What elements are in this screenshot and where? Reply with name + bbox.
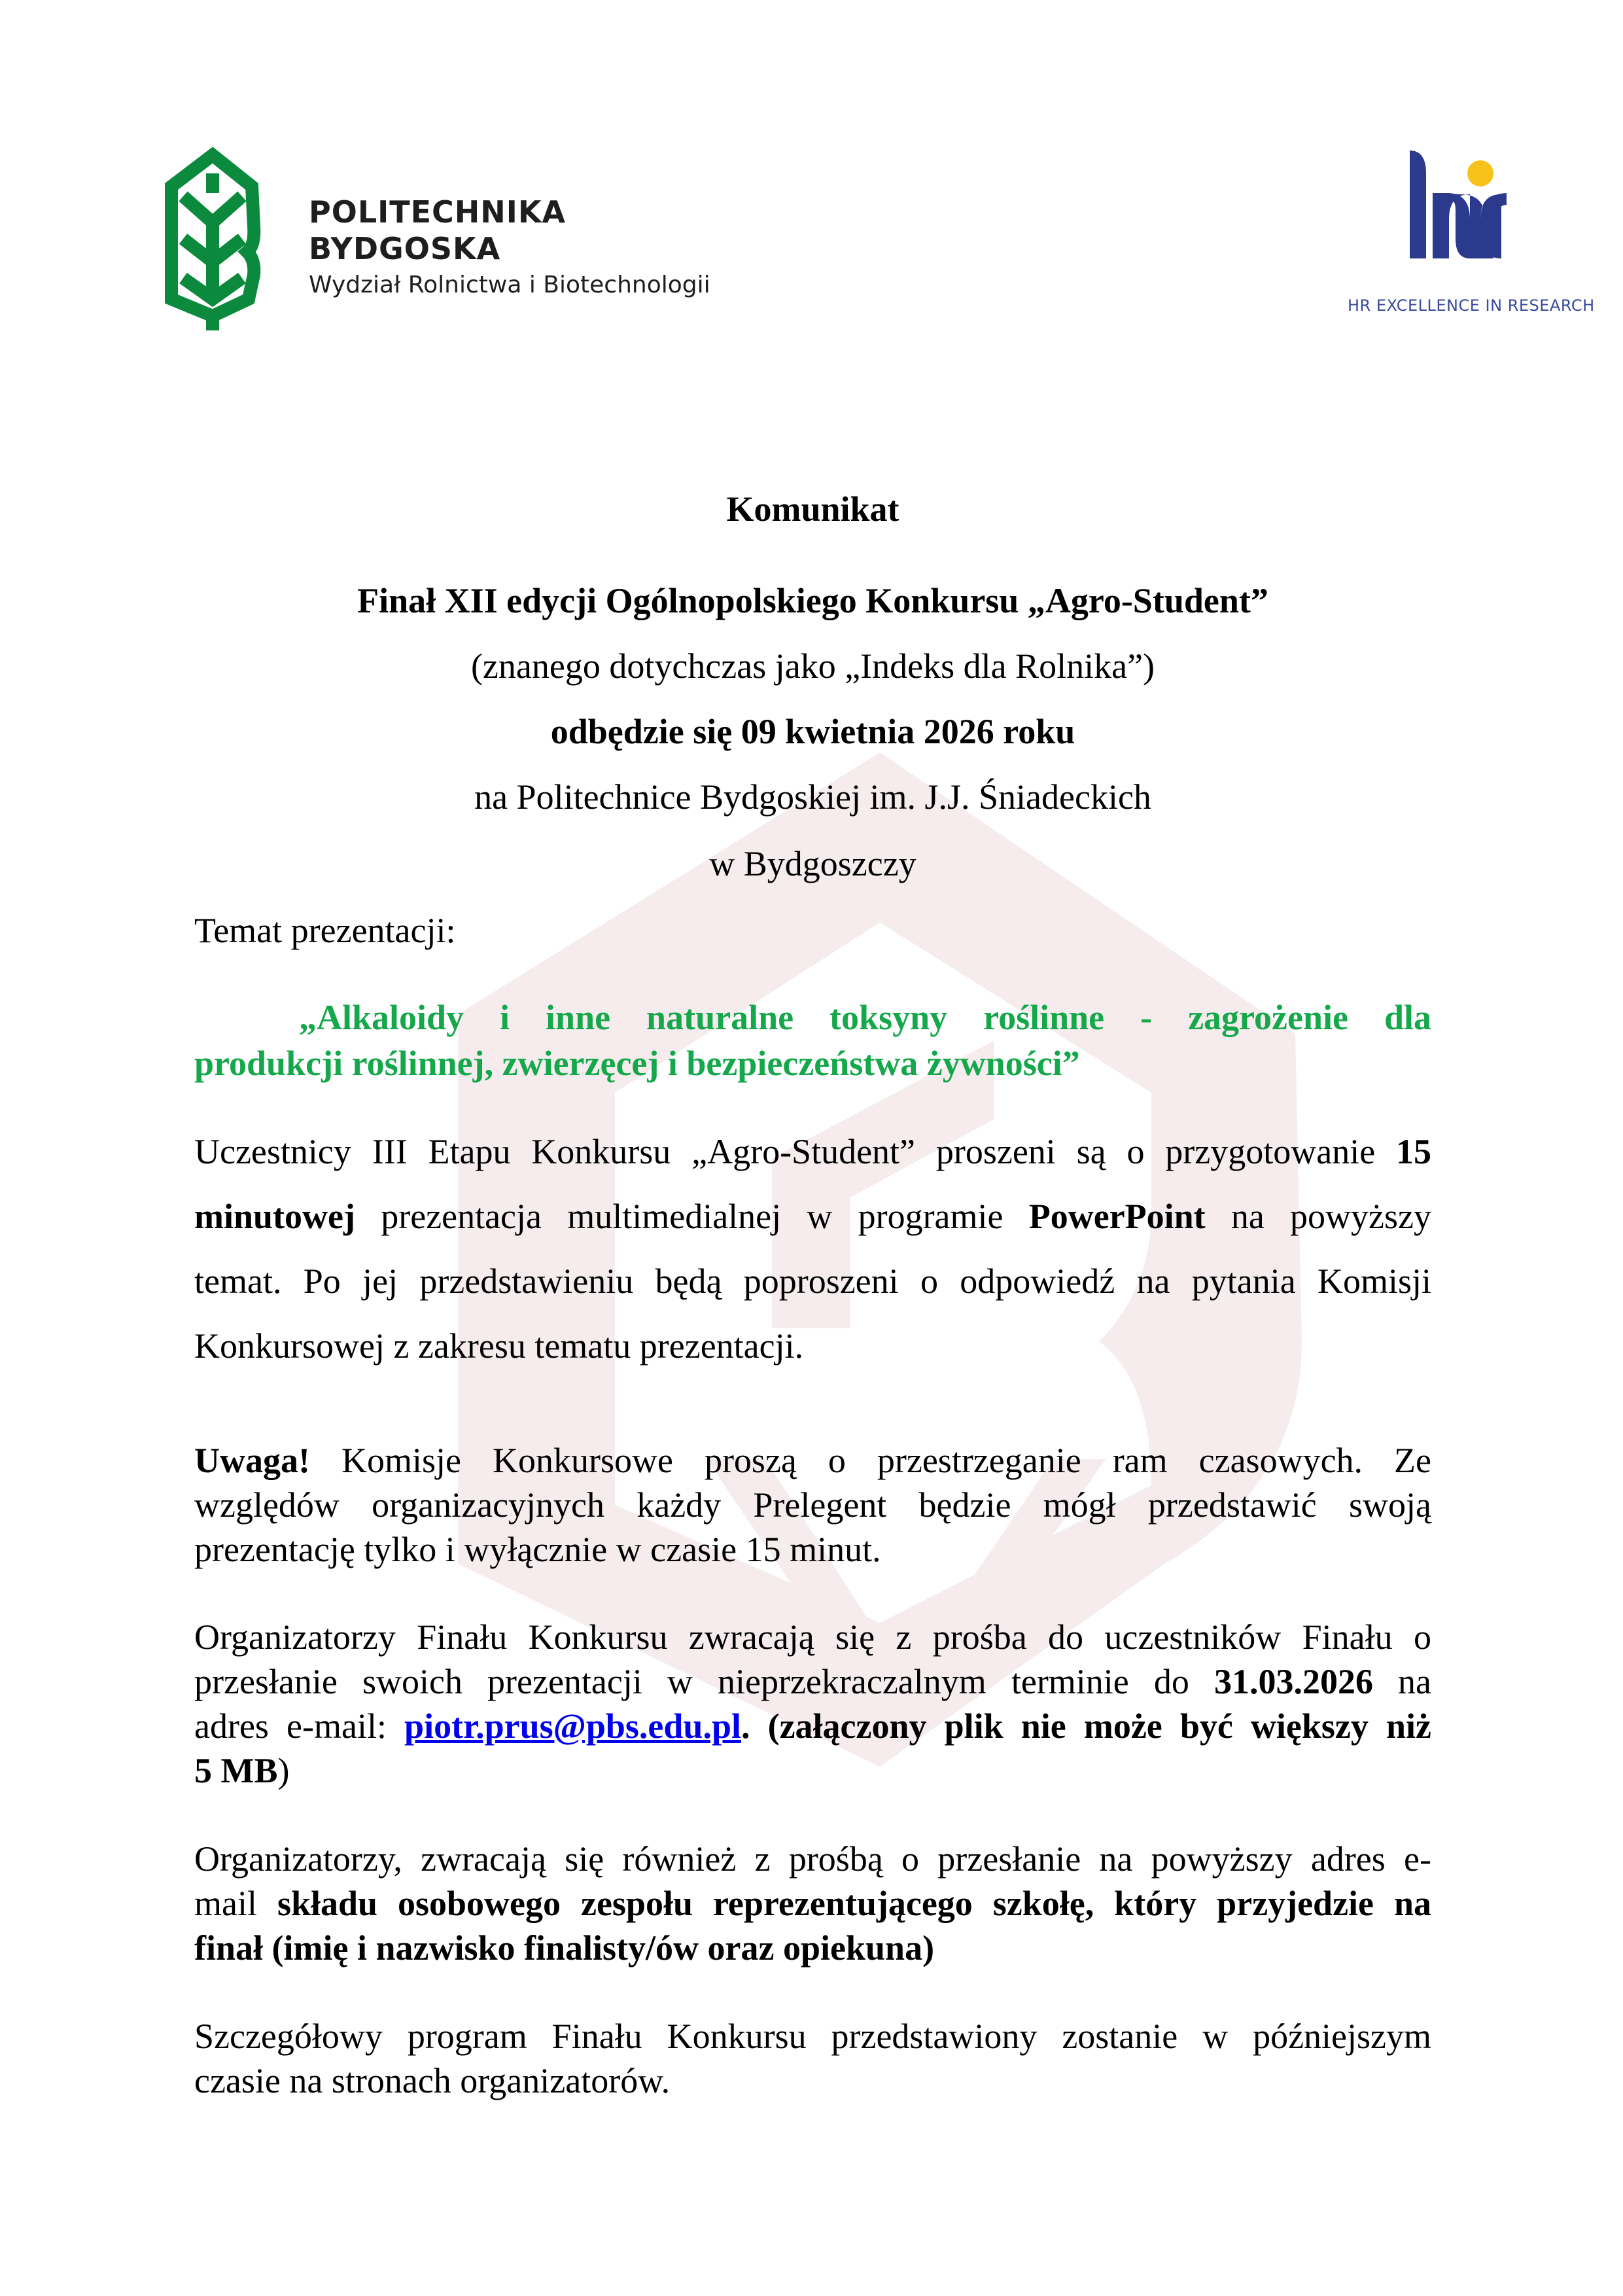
para2-l1-bold: Uwaga! [194, 1441, 310, 1480]
paragraph-instructions [194, 1132, 1431, 1366]
para4-line-1: Organizatorzy, zwracają się również z prośbą o przesłanie na powyższy adres e- [194, 1839, 1431, 1879]
topic-block [194, 998, 1431, 1083]
hr-excellence-logo [1344, 147, 1619, 324]
para3-l3-text: adres e-mail: [194, 1706, 405, 1746]
heading: Komunikat [726, 489, 899, 529]
para1-line-4: Konkursowej z zakresu tematu prezentacji. [194, 1326, 804, 1366]
email-link[interactable]: piotr.prus@pbs.edu.pl [404, 1706, 741, 1746]
para1-l2-bold1: minutowej [194, 1197, 355, 1236]
date-line: odbędzie się 09 kwietnia 2026 roku [550, 712, 1075, 751]
paragraph-warning [194, 1438, 1431, 1572]
paragraph-team [194, 1837, 1431, 1970]
para1-l2-text1: prezentacja multimedialnej w programie [355, 1197, 1029, 1236]
para2-line-3: prezentację tylko i wyłącznie w czasie 15 minut. [194, 1530, 881, 1569]
para3-line-2 [194, 1659, 1431, 1704]
logo-line-faculty: Wydział Rolnictwa i Biotechnologii [309, 272, 710, 298]
file-size-limit: 5 MB [194, 1751, 278, 1790]
para2-line-2: względów organizacyjnych każdy Prelegent będzie mógł przedstawić swoją [194, 1485, 1431, 1525]
para3-l3-bold: . (załączony plik nie może być większy niż [741, 1706, 1431, 1746]
title-line: Finał XII edycji Ogólnopolskiego Konkursu „Agro-Student” [357, 581, 1268, 620]
leaf-b-emblem-icon [164, 147, 262, 330]
para4-line-2 [194, 1881, 1431, 1926]
para3-l2-end: na [1372, 1662, 1431, 1701]
para1-line-3: temat. Po jej przedstawieniu będą poproszeni o odpowiedź na pytania Komisji [194, 1262, 1431, 1301]
para3-l2-text: przesłanie swoich prezentacji w nieprzekraczalnym terminie do [194, 1662, 1214, 1701]
para1-line-1 [194, 1132, 1431, 1171]
hr-caption: HR EXCELLENCE IN RESEARCH [1348, 296, 1595, 315]
para4-l3-bold: finał (imię i nazwisko finalisty/ów oraz opiekuna) [194, 1928, 935, 1968]
topic-line-1: „Alkaloidy i inne naturalne toksyny roślinne - zagrożenie dla [299, 998, 1431, 1037]
para4-line-3 [194, 1926, 1431, 1970]
para2-l1-text: Komisje Konkursowe proszą o przestrzeganie ram czasowych. Ze [309, 1441, 1431, 1480]
city-line: w Bydgoszczy [709, 844, 916, 883]
para4-l2-bold: składu osobowego zespołu reprezentującego szkołę, który przyjedzie na [277, 1884, 1431, 1923]
para1-l1-bold: 15 [1396, 1132, 1431, 1171]
para3-line-3 [194, 1704, 1431, 1748]
para5-line-1: Szczegółowy program Finału Konkursu przedstawiony zostanie w późniejszym [194, 2017, 1431, 2056]
para1-l2-bold2: PowerPoint [1028, 1197, 1206, 1236]
para2-line-1 [194, 1438, 1431, 1483]
logo-line-bydgoska: BYDGOSKA [309, 231, 501, 266]
para4-l2-text: mail [194, 1884, 277, 1923]
topic-label: Temat prezentacji: [194, 911, 456, 950]
subtitle-line: (znanego dotychczas jako „Indeks dla Rolnika”) [470, 646, 1155, 686]
para1-line-2 [194, 1197, 1431, 1236]
topic-line-2: produkcji roślinnej, zwierzęcej i bezpieczeństwa żywności” [194, 1044, 1080, 1083]
para5-line-2: czasie na stronach organizatorów. [194, 2061, 671, 2100]
para1-l1-text: Uczestnicy III Etapu Konkursu „Agro-Student” proszeni są o przygotowanie [194, 1132, 1396, 1171]
hr-mark-icon [1410, 147, 1527, 265]
para3-l4-end: ) [277, 1751, 290, 1790]
venue-line: na Politechnice Bydgoskiej im. J.J. Śniadeckich [474, 777, 1151, 817]
paragraph-submission [194, 1615, 1431, 1793]
paragraph-program [194, 2014, 1431, 2103]
para1-l2-text2: na powyższy [1205, 1197, 1431, 1236]
deadline-date: 31.03.2026 [1213, 1662, 1373, 1701]
logo-line-politechnika: POLITECHNIKA [309, 194, 567, 230]
politechnika-bydgoska-logo [164, 147, 726, 330]
para3-line-4 [194, 1748, 1431, 1793]
para3-line-1: Organizatorzy Finału Konkursu zwracają się z prośba do uczestników Finału o [194, 1617, 1431, 1657]
